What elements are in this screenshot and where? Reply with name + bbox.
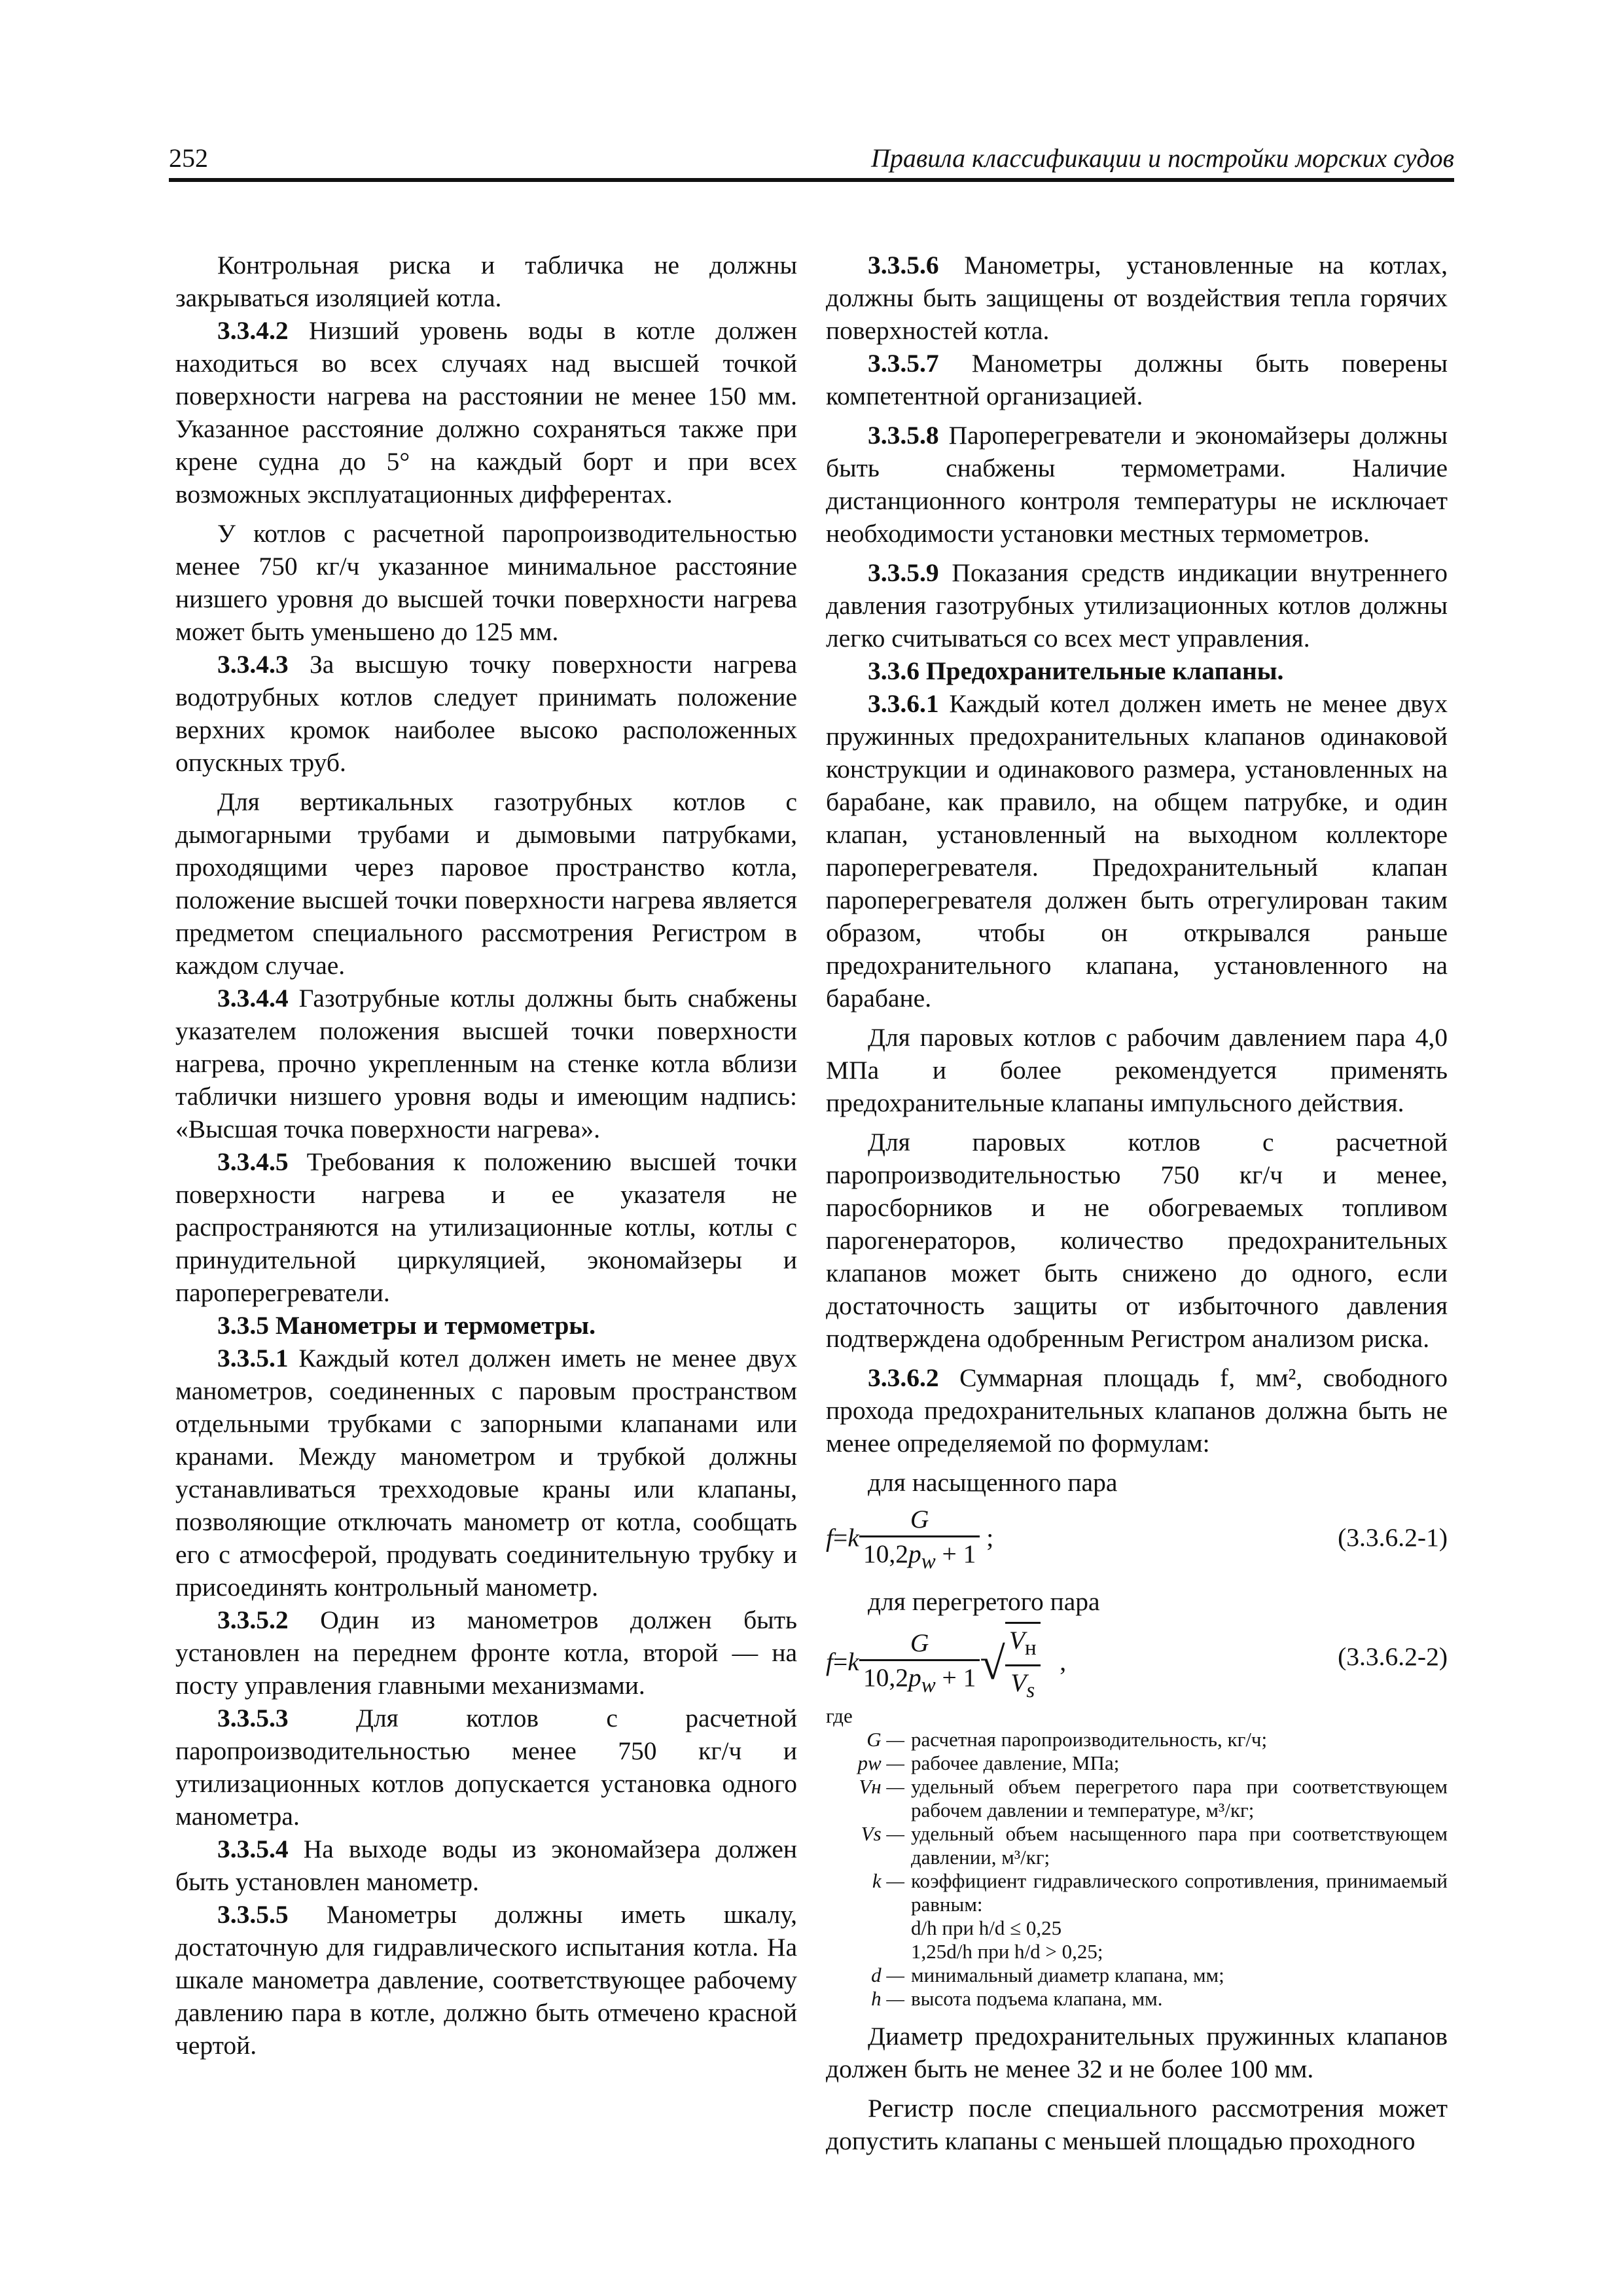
paragraph: 3.3.5.4 На выходе воды из экономайзера должен быть установлен манометр. bbox=[175, 1835, 797, 1896]
paragraph: 3.3.5.7 Манометры должны быть поверены компетентной организацией. bbox=[826, 349, 1448, 410]
formula-label: (3.3.6.2-1) bbox=[1338, 1523, 1448, 1552]
legend-item: G — расчетная паропроизводительность, кг/ч; bbox=[866, 1728, 1268, 1751]
paragraph: Для вертикальных газотрубных котлов с дымогарными трубами и дымовыми патрубками, проходящими через паровое пространство котла, положение высшей точки поверхности нагрева является предметом специального рассмотрения Регистром в каждом случае. bbox=[175, 787, 797, 980]
paragraph: Для паровых котлов с расчетной паропроизводительностью 750 кг/ч и менее, паросборников и не обогреваемых топливом парогенераторов, количество предохранительных клапанов может быть снижено до одного, если достаточность защиты от избыточного давления подтверждена одобренным Регистром анализом риска. bbox=[826, 1128, 1448, 1353]
formula-expression: f=k $\frac{G}{10,2p_w + 1}$ √ $\frac{V_н}{V_s}$ , bbox=[826, 1622, 1066, 1707]
paragraph: 3.3.5.9 Показания средств индикации внутреннего давления газотрубных утилизационных котлов должны легко считываться со всех мест управления. bbox=[826, 558, 1448, 653]
formula-saturated bbox=[826, 1503, 1448, 1581]
paragraph: Диаметр предохранительных пружинных клапанов должен быть не менее 32 и не более 100 мм. bbox=[826, 2022, 1448, 2083]
paragraph: У котлов с расчетной паропроизводительностью менее 750 кг/ч указанное минимальное расстояние низшего уровня до высшей точки поверхности нагрева может быть уменьшено до 125 мм. bbox=[175, 519, 797, 646]
legend-item: k — коэффициент гидравлического сопротивления, принимаемый равным: bbox=[872, 1869, 1448, 1916]
left-column bbox=[175, 249, 797, 2062]
running-title: Правила классификации и постройки морских судов bbox=[870, 143, 1454, 173]
paragraph: 3.3.5.5 Манометры должны иметь шкалу, достаточную для гидравлического испытания котла. На шкале манометра давление, соответствующее рабочему давлению пара в котле, должно быть отмечено красной чертой. bbox=[175, 1900, 797, 2060]
legend-item: Vs — удельный объем насыщенного пара при соответствующем давлении, м³/кг; bbox=[861, 1822, 1448, 1869]
paragraph: 3.3.6.1 Каждый котел должен иметь не менее двух пружинных предохранительных клапанов одинаковой конструкции и одинакового размера, установленных на барабане, как правило, на общем патрубке, и один клапан, установленный на выходном коллекторе пароперегревателя. Предохранительный клапан пароперегревателя должен быть отрегулирован таким образом, чтобы он открывался раньше предохранительного клапана, установленного на барабане. bbox=[826, 689, 1448, 1013]
paragraph: Регистр после специального рассмотрения может допустить клапаны с меньшей площадью проходного bbox=[826, 2094, 1448, 2155]
header-rule bbox=[169, 178, 1454, 182]
legend-item: Vн — удельный объем перегретого пара при соответствующем рабочем давлении и температуре, м³/кг; bbox=[859, 1775, 1448, 1821]
formula-superheated bbox=[826, 1622, 1448, 1700]
paragraph: 3.3.4.2 Низший уровень воды в котле должен находиться во всех случаях над высшей точкой поверхности нагрева на расстоянии не менее 150 мм. Указанное расстояние должно сохраняться также при крене судна до 5° на каждый борт и при всех возможных эксплуатационных дифферентах. bbox=[175, 316, 797, 509]
legend-item: h — высота подъема клапана, мм. bbox=[871, 1987, 1163, 2010]
paragraph: 3.3.4.3 За высшую точку поверхности нагрева водотрубных котлов следует принимать положение верхних кромок наиболее высоко расположенных опускных труб. bbox=[175, 650, 797, 777]
page-number: 252 bbox=[169, 143, 208, 173]
legend-item: 1,25d/h при h/d > 0,25; bbox=[911, 1940, 1103, 1963]
right-column bbox=[826, 249, 1448, 2157]
paragraph: Для паровых котлов с рабочим давлением пара 4,0 МПа и более рекомендуется применять предохранительные клапаны импульсного действия. bbox=[826, 1023, 1448, 1117]
paragraph: 3.3.5.6 Манометры, установленные на котлах, должны быть защищены от воздействия тепла горячих поверхностей котла. bbox=[826, 251, 1448, 345]
formula-legend: где G — расчетная паропроизводительность, кг/ч; pw — рабочее давление, МПа; Vн — удельный объем перегретого пара при соответствующем рабочем давлении и температуре, м³/кг; Vs — удельный объем насыщенного пара при соответствующем давлении, м³/кг; k — коэффициент гидравлического сопротивления, принимаемый равным: d/h при h/d ≤ 0,25 1,25d/h при h/d > 0,25; d — минимальный диаметр клапана, мм; h — высота подъема клапана, мм. bbox=[826, 1704, 1448, 2010]
formula-caption: для перегретого пара bbox=[868, 1587, 1100, 1616]
formula-label: (3.3.6.2-2) bbox=[1338, 1642, 1448, 1671]
section-heading: 3.3.5 Манометры и термометры. bbox=[217, 1311, 596, 1340]
section-heading: 3.3.6 Предохранительные клапаны. bbox=[868, 656, 1284, 685]
paragraph: 3.3.5.1 Каждый котел должен иметь не менее двух манометров, соединенных с паровым пространством отдельными трубками с запорными клапанами или кранами. Между манометром и трубкой должны устанавливаться трехходовые краны или клапаны, позволяющие отключать манометр от котла, сообщать его с атмосферой, продувать соединительную трубку и присоединять контрольный манометр. bbox=[175, 1344, 797, 1602]
paragraph: 3.3.5.3 Для котлов с расчетной паропроизводительностью менее 750 кг/ч и утилизационных котлов допускается установка одного манометра. bbox=[175, 1704, 797, 1831]
paragraph: 3.3.6.2 Суммарная площадь f, мм², свободного прохода предохранительных клапанов должна быть не менее определяемой по формулам: bbox=[826, 1363, 1448, 1458]
paragraph: 3.3.4.4 Газотрубные котлы должны быть снабжены указателем положения высшей точки поверхности нагрева, прочно укрепленным на стенке котла вблизи таблички низшего уровня воды и имеющим надпись: «Высшая точка поверхности нагрева». bbox=[175, 984, 797, 1143]
formula-caption: для насыщенного пара bbox=[868, 1468, 1118, 1497]
legend-item: d — минимальный диаметр клапана, мм; bbox=[871, 1964, 1224, 1986]
paragraph: Контрольная риска и табличка не должны закрываться изоляцией котла. bbox=[175, 251, 797, 312]
legend-item: pw — рабочее давление, МПа; bbox=[857, 1751, 1120, 1774]
paragraph: 3.3.4.5 Требования к положению высшей точки поверхности нагрева и ее указателя не распространяются на утилизационные котлы, котлы с принудительной циркуляцией, экономайзеры и пароперегреватели. bbox=[175, 1147, 797, 1307]
paragraph: 3.3.5.8 Пароперегреватели и экономайзеры должны быть снабжены термометрами. Наличие дистанционного контроля температуры не исключает необходимости установки местных термометров. bbox=[826, 421, 1448, 548]
paragraph: 3.3.5.2 Один из манометров должен быть установлен на переднем фронте котла, второй — на посту управления главными механизмами. bbox=[175, 1605, 797, 1700]
formula-expression: f=k $\frac{G}{10,2p_w + 1}$ ; bbox=[826, 1503, 993, 1578]
legend-item: d/h при h/d ≤ 0,25 bbox=[911, 1916, 1062, 1939]
